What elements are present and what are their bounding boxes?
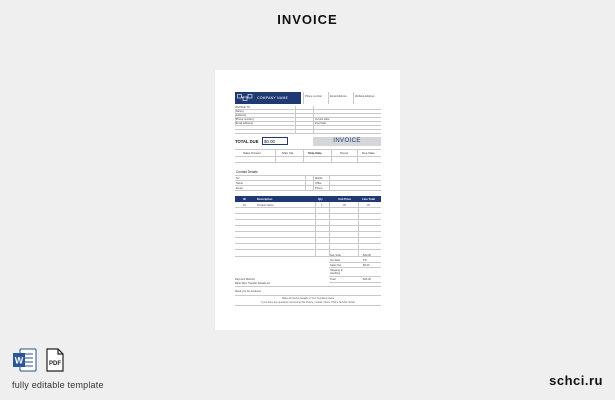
row-description[interactable]: Product Name bbox=[257, 204, 274, 207]
total-value: $25.30 bbox=[363, 278, 371, 281]
divider bbox=[235, 295, 381, 296]
divider bbox=[235, 180, 381, 181]
pdf-file-icon bbox=[45, 348, 65, 372]
divider bbox=[315, 202, 316, 256]
divider bbox=[275, 149, 276, 162]
divider bbox=[235, 113, 381, 114]
divider bbox=[235, 225, 381, 226]
terms-col: Terms bbox=[340, 151, 349, 155]
divider bbox=[235, 305, 381, 306]
th-unit-price: Unit Price bbox=[338, 197, 352, 201]
contact-heading: Contact Details bbox=[236, 170, 258, 174]
logo-icon bbox=[237, 94, 253, 102]
divider bbox=[235, 175, 381, 176]
divider bbox=[235, 286, 381, 287]
divider bbox=[329, 175, 330, 190]
divider bbox=[358, 202, 359, 256]
divider bbox=[235, 249, 381, 250]
divider bbox=[329, 276, 381, 277]
row-id[interactable]: #1 bbox=[243, 204, 246, 207]
thanks-note: thank you for business bbox=[235, 290, 261, 293]
divider bbox=[295, 106, 296, 134]
divider bbox=[303, 149, 304, 162]
divider bbox=[235, 117, 381, 118]
payment-method-label: Payment Method bbox=[235, 278, 255, 281]
invoice-date-label: Invoice Date bbox=[315, 118, 330, 121]
divider bbox=[235, 162, 381, 163]
tax-rate-value[interactable]: 5% bbox=[363, 259, 367, 262]
row-qty[interactable]: 1 bbox=[321, 204, 323, 207]
divider bbox=[235, 219, 381, 220]
divider bbox=[353, 92, 354, 104]
template-caption: fully editable template bbox=[12, 380, 104, 390]
invoice-document[interactable] bbox=[215, 70, 400, 330]
sales-tax-value: $0.00 bbox=[363, 264, 370, 267]
divider bbox=[235, 213, 381, 214]
divider bbox=[235, 129, 381, 130]
contact-phone: Phone bbox=[315, 187, 323, 190]
invoice-to-label: INVOICE TO bbox=[235, 106, 250, 109]
due-date-col: Due Date bbox=[362, 151, 375, 155]
divider bbox=[235, 156, 381, 157]
payment-detail[interactable]: Bank Wire Transfer Details etc bbox=[235, 282, 271, 285]
contact-tel: Tel bbox=[236, 177, 240, 180]
divider bbox=[235, 185, 381, 186]
divider bbox=[235, 125, 381, 126]
th-description: Description bbox=[257, 197, 273, 201]
divider bbox=[235, 149, 381, 150]
divider bbox=[235, 121, 381, 122]
contact-name: Name bbox=[236, 182, 243, 185]
ship-date-col: Ship Date bbox=[308, 151, 322, 155]
tax-rate-label: Tax Rate bbox=[330, 259, 341, 262]
total-label: Total bbox=[330, 278, 336, 281]
invoice-to-phone[interactable]: [Phone number] bbox=[235, 118, 254, 121]
divider bbox=[235, 243, 381, 244]
due-date-label: Due Date bbox=[315, 122, 326, 125]
contact-mobile: Mobile bbox=[315, 177, 323, 180]
contact-office: Office bbox=[315, 182, 322, 185]
total-due-label: TOTAL DUE bbox=[235, 139, 259, 144]
sales-tax-label: Sales Tax bbox=[330, 264, 342, 267]
divider bbox=[235, 256, 381, 257]
divider bbox=[329, 202, 330, 256]
divider bbox=[313, 175, 314, 190]
th-id: ID bbox=[243, 197, 246, 201]
divider bbox=[329, 267, 381, 268]
word-file-icon bbox=[12, 348, 38, 372]
divider bbox=[331, 149, 332, 162]
invoice-title-box: INVOICE bbox=[313, 137, 381, 146]
divider bbox=[357, 149, 358, 162]
ship-via-col: Ship Via bbox=[282, 151, 294, 155]
header-phone: Phone number bbox=[305, 95, 323, 98]
subtotal-label: Sub Total bbox=[330, 254, 341, 257]
divider bbox=[303, 92, 304, 104]
invoice-to-email[interactable]: [Email address] bbox=[235, 122, 253, 125]
th-qty: Qty bbox=[318, 197, 323, 201]
invoice-to-name[interactable]: [Name] bbox=[235, 110, 244, 113]
divider bbox=[235, 109, 381, 110]
th-line-total: Line Total bbox=[362, 197, 375, 201]
divider bbox=[305, 175, 306, 190]
company-name: COMPANY NAME bbox=[257, 95, 289, 100]
sales-person-col: Sales Person bbox=[243, 151, 261, 155]
header-website: Website Address bbox=[355, 95, 375, 98]
pdf-icon-label: PDF bbox=[49, 361, 61, 367]
header-email: Email Address bbox=[330, 95, 347, 98]
divider bbox=[313, 106, 314, 134]
footer-checks: Make all checks payable to Your Company Name bbox=[281, 297, 335, 300]
shipping-label: Shipping & Handling bbox=[330, 269, 343, 275]
footer-contact: If you have any questions concerning this invoice, contact: Name, Phone Number, Email bbox=[261, 301, 355, 304]
divider bbox=[235, 207, 381, 208]
site-watermark: schci.ru bbox=[549, 373, 603, 388]
total-due-amount[interactable]: $0.00 bbox=[262, 137, 288, 145]
divider bbox=[329, 282, 381, 283]
row-unit-price[interactable]: 20 bbox=[343, 204, 346, 207]
divider bbox=[235, 237, 381, 238]
invoice-sheet bbox=[235, 90, 381, 316]
divider bbox=[235, 231, 381, 232]
subtotal-value: $20.00 bbox=[363, 254, 371, 257]
page-title: INVOICE bbox=[277, 12, 338, 27]
divider bbox=[235, 190, 381, 191]
word-icon-letter: W bbox=[14, 355, 24, 366]
divider bbox=[235, 133, 381, 134]
invoice-to-address[interactable]: [Address] bbox=[235, 114, 246, 117]
company-header-bar bbox=[235, 92, 301, 104]
divider bbox=[328, 92, 329, 104]
row-line-total[interactable]: 20 bbox=[367, 204, 370, 207]
contact-email: Email bbox=[236, 187, 243, 190]
divider bbox=[329, 262, 381, 263]
